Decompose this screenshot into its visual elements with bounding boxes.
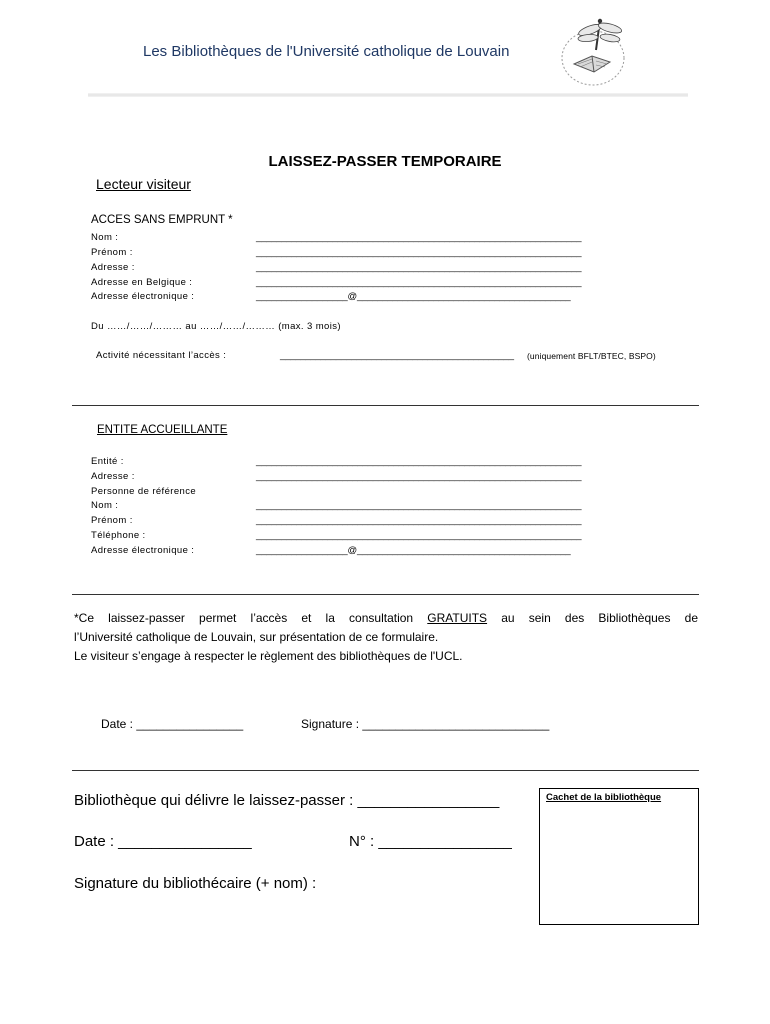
librarian-signature-field[interactable]: Signature du bibliothécaire (+ nom) : bbox=[74, 875, 317, 892]
host-label-prenom: Prénom : bbox=[91, 515, 133, 526]
host-label-email: Adresse électronique : bbox=[91, 545, 195, 556]
section-divider-1 bbox=[72, 405, 699, 406]
dragonfly-book-logo-icon bbox=[556, 14, 630, 90]
notice-line-2: l’Université catholique de Louvain, sur présentation de ce formulaire. bbox=[74, 630, 439, 644]
visitor-date-field[interactable]: Date : ________________ bbox=[101, 717, 244, 731]
host-blank-nom[interactable]: ________________________________________________________________ bbox=[256, 500, 582, 511]
host-label-adresse: Adresse : bbox=[91, 471, 135, 482]
notice-line-1: *Ce laissez-passer permet l’accès et la consultation GRATUITS au sein des Bibliothèques de bbox=[74, 611, 698, 625]
notice-free-emphasis: GRATUITS bbox=[427, 611, 488, 625]
header-divider bbox=[88, 93, 688, 97]
field-label-email: Adresse électronique : bbox=[91, 291, 195, 302]
host-label-telephone: Téléphone : bbox=[91, 530, 146, 541]
visitor-signature-field[interactable]: Signature : ____________________________ bbox=[301, 717, 550, 731]
host-blank-prenom[interactable]: ________________________________________________________________ bbox=[256, 515, 582, 526]
host-blank-adresse[interactable]: ________________________________________________________________ bbox=[256, 471, 582, 482]
field-label-adresse-belgique: Adresse en Belgique : bbox=[91, 277, 193, 288]
access-heading: ACCES SANS EMPRUNT * bbox=[91, 214, 233, 226]
field-blank-email[interactable]: __________________@__________________________________________ bbox=[256, 291, 571, 302]
field-blank-adresse[interactable]: ________________________________________________________________ bbox=[256, 262, 582, 273]
notice-paragraph bbox=[74, 609, 698, 666]
field-blank-adresse-belgique[interactable]: ________________________________________________________________ bbox=[256, 277, 582, 288]
institution-name: Les Bibliothèques de l'Université catholique de Louvain bbox=[143, 43, 510, 60]
host-label-reference-person: Personne de référence bbox=[91, 486, 197, 497]
field-label-adresse: Adresse : bbox=[91, 262, 135, 273]
field-blank-prenom[interactable]: ________________________________________________________________ bbox=[256, 247, 582, 258]
field-label-nom: Nom : bbox=[91, 232, 119, 243]
pass-number-field[interactable]: N° : ________________ bbox=[349, 833, 512, 850]
library-stamp-box[interactable] bbox=[539, 788, 699, 925]
host-label-entite: Entité : bbox=[91, 456, 124, 467]
host-blank-telephone[interactable]: ________________________________________________________________ bbox=[256, 530, 582, 541]
notice-line-3: Le visiteur s’engage à respecter le règlement des bibliothèques de l'UCL. bbox=[74, 649, 463, 663]
field-blank-nom[interactable]: ________________________________________________________________ bbox=[256, 232, 582, 243]
section-divider-2 bbox=[72, 594, 699, 595]
stamp-label: Cachet de la bibliothèque bbox=[546, 792, 662, 803]
document-title: LAISSEZ-PASSER TEMPORAIRE bbox=[268, 153, 502, 170]
host-blank-email[interactable]: __________________@__________________________________________ bbox=[256, 545, 571, 556]
section-divider-3 bbox=[72, 770, 699, 771]
activity-label: Activité nécessitant l’accès : bbox=[96, 350, 227, 361]
field-label-prenom: Prénom : bbox=[91, 247, 133, 258]
host-blank-entite[interactable]: ________________________________________________________________ bbox=[256, 456, 582, 467]
document-subtitle: Lecteur visiteur bbox=[96, 176, 191, 192]
host-label-nom: Nom : bbox=[91, 500, 119, 511]
issue-date-field[interactable]: Date : ________________ bbox=[74, 833, 252, 850]
activity-blank[interactable]: ______________________________________________ bbox=[280, 350, 514, 361]
issuing-library-field[interactable]: Bibliothèque qui délivre le laissez-passer : _________________ bbox=[74, 792, 500, 809]
activity-note: (uniquement BFLT/BTEC, BSPO) bbox=[527, 351, 656, 361]
period-field[interactable]: Du ……/……/……… au ……/……/……… (max. 3 mois) bbox=[91, 321, 341, 332]
host-heading: ENTITE ACCUEILLANTE bbox=[97, 424, 228, 436]
